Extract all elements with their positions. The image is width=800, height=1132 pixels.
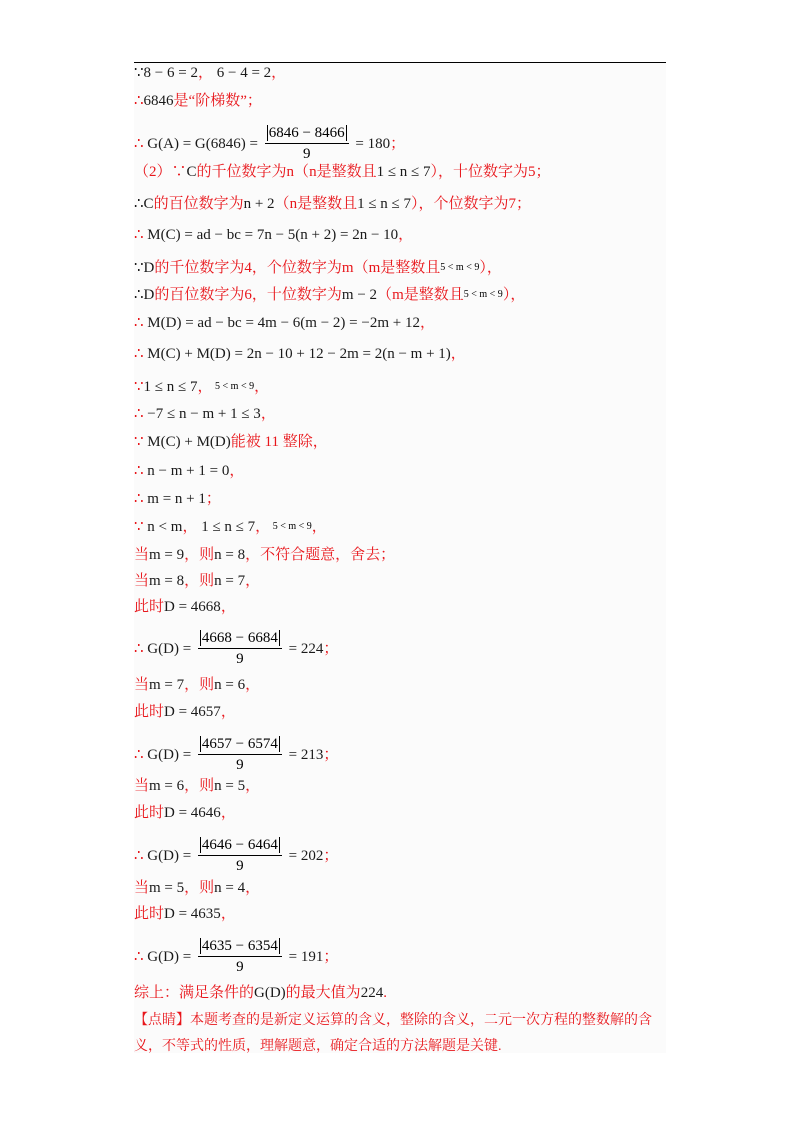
line-13-segment-0: ∴: [134, 463, 144, 479]
line-4-segment-2: n + 2: [243, 196, 275, 212]
solution-line-28: [134, 935, 666, 979]
line-26-segment-0: 当: [134, 880, 150, 896]
line-21-segment-0: 此时: [134, 704, 165, 720]
line-28-segment-1: ；: [323, 949, 339, 965]
line-13-segment-2: ，: [229, 463, 245, 479]
line-16-segment-1: m = 9: [149, 547, 185, 563]
line-4-segment-5: 是整数且: [297, 196, 358, 212]
fraction-denominator: 9: [236, 757, 244, 773]
line-7-segment-1: 的百位数字为6，十位数字为: [154, 287, 342, 303]
line-26-segment-1: m = 5: [149, 880, 185, 896]
solution-line-9: [134, 345, 666, 363]
line-7-segment-0: ∴D: [134, 287, 155, 303]
line-7-segment-7: ），: [502, 287, 526, 303]
line-23-segment-1: m = 6: [149, 778, 185, 794]
line-21-segment-2: ，: [220, 704, 236, 720]
note-text: 本题考查的是新定义运算的含义，整除的含义，二元一次方程的整数解的含义，不等式的性质，理解题意，确定合适的方法解题是关键.: [134, 1013, 652, 1054]
line-2-segment-0: = 180: [351, 136, 391, 152]
line-20-segment-2: ，则: [184, 677, 215, 693]
line-20-segment-4: ，: [245, 677, 261, 693]
line-15-segment-5: 5 < m < 9: [270, 521, 312, 532]
line-17-segment-3: n = 7: [214, 573, 246, 589]
solution-line-17: [134, 572, 666, 590]
commentary-note: [134, 1008, 666, 1060]
line-29-segment-0: 综上：满足条件的: [134, 985, 255, 1001]
line-28-segment-1: G(D) =: [143, 949, 195, 965]
note-label: 【点睛】: [134, 1013, 190, 1028]
line-10-segment-0: ∵: [134, 379, 144, 395]
line-6-segment-5: 是整数且: [380, 260, 441, 276]
line-8-segment-1: M(D) = ad − bc = 4m − 6(m − 2) = −2m + 12: [143, 315, 420, 331]
line-10-segment-4: ，: [254, 379, 270, 395]
solution-line-0: [134, 64, 666, 82]
line-27-segment-0: 此时: [134, 906, 165, 922]
solution-line-21: [134, 703, 666, 721]
line-21-segment-1: D = 4657: [164, 704, 221, 720]
solution-line-16: [134, 546, 666, 564]
line-15-segment-4: ，: [255, 519, 271, 535]
line-11-segment-2: ，: [260, 406, 276, 422]
line-18-segment-2: ，: [220, 599, 236, 615]
line-15-segment-1: n < m: [143, 519, 183, 535]
line-17-segment-4: ，: [245, 573, 261, 589]
line-18-segment-1: D = 4668: [164, 599, 221, 615]
line-3-segment-7: 1 ≤ n ≤ 7: [376, 164, 431, 180]
solution-line-18: [134, 598, 666, 616]
fraction: [198, 630, 282, 668]
line-6-segment-4: m: [368, 260, 381, 276]
solution-line-11: [134, 405, 666, 423]
line-3-segment-6: 是整数且: [316, 164, 377, 180]
line-20-segment-0: 当: [134, 677, 150, 693]
solution-line-7: [134, 286, 666, 304]
line-9-segment-0: ∴: [134, 346, 144, 362]
line-23-segment-2: ，则: [184, 778, 215, 794]
line-0-segment-0: ∵: [134, 65, 144, 81]
line-28-segment-0: = 191: [284, 949, 324, 965]
line-14-segment-1: m = n + 1: [143, 491, 206, 507]
line-7-segment-6: 5 < m < 9: [463, 289, 503, 300]
solution-line-24: [134, 804, 666, 822]
line-10-segment-3: 5 < m < 9: [212, 381, 255, 392]
solution-line-13: [134, 462, 666, 480]
fraction-denominator: 9: [236, 959, 244, 975]
line-3-segment-1: C: [186, 164, 197, 180]
line-29-segment-2: 的最大值为: [285, 985, 361, 1001]
line-1-segment-1: 6846: [143, 93, 174, 109]
line-29-segment-4: .: [383, 985, 387, 1001]
fraction-numerator: [198, 938, 282, 957]
line-0-segment-4: ，: [271, 65, 287, 81]
fraction: [265, 125, 349, 163]
line-14-segment-2: ；: [205, 491, 221, 507]
line-23-segment-3: n = 5: [214, 778, 246, 794]
line-8-segment-0: ∴: [134, 315, 144, 331]
line-20-segment-1: m = 7: [149, 677, 185, 693]
line-7-segment-4: m: [392, 287, 404, 303]
line-6-segment-2: m: [341, 260, 354, 276]
line-19-segment-0: = 224: [284, 641, 324, 657]
line-3-segment-2: 的千位数字为: [196, 164, 287, 180]
solution-line-27: [134, 905, 666, 923]
line-1-segment-2: 是“阶梯数”；: [173, 93, 262, 109]
line-22-segment-0: = 213: [284, 747, 324, 763]
fraction: [198, 837, 282, 875]
line-4-segment-6: 1 ≤ n ≤ 7: [357, 196, 412, 212]
line-19-segment-1: ；: [323, 641, 339, 657]
line-17-segment-2: ，则: [184, 573, 215, 589]
line-4-segment-1: 的百位数字为: [153, 196, 244, 212]
solution-line-22: [134, 733, 666, 777]
line-25-segment-0: = 202: [284, 848, 324, 864]
line-3-segment-3: n: [286, 164, 295, 180]
fraction-numerator: [198, 837, 282, 856]
line-19-segment-1: G(D) =: [143, 641, 195, 657]
line-7-segment-5: 是整数且: [403, 287, 464, 303]
line-3-segment-0: （2）∵: [134, 164, 187, 180]
line-6-segment-6: 5 < m < 9: [440, 262, 480, 273]
solution-line-23: [134, 777, 666, 795]
line-12-segment-2: 能被 11 整除，: [230, 434, 328, 450]
line-16-segment-3: n = 8: [214, 547, 246, 563]
line-25-segment-0: ∴: [134, 848, 144, 864]
line-7-segment-3: （: [377, 287, 393, 303]
line-9-segment-2: ，: [450, 346, 466, 362]
line-24-segment-1: D = 4646: [164, 805, 221, 821]
solution-line-26: [134, 879, 666, 897]
line-19-segment-0: ∴: [134, 641, 144, 657]
line-23-segment-4: ，: [245, 778, 261, 794]
fraction-denominator: 9: [236, 651, 244, 667]
line-10-segment-1: 1 ≤ n ≤ 7: [143, 379, 198, 395]
solution-line-3: [134, 163, 666, 181]
line-12-segment-0: ∵: [134, 434, 144, 450]
line-8-segment-2: ，: [419, 315, 435, 331]
line-24-segment-2: ，: [220, 805, 236, 821]
solution-line-25: [134, 834, 666, 878]
line-3-segment-4: （: [294, 164, 310, 180]
fraction-denominator: 9: [302, 146, 311, 162]
absolute-value: 6846 − 8466: [268, 125, 345, 141]
line-27-segment-1: D = 4635: [164, 906, 221, 922]
line-26-segment-2: ，则: [184, 880, 215, 896]
line-14-segment-0: ∴: [134, 491, 144, 507]
line-15-segment-6: ，: [311, 519, 327, 535]
line-2-segment-1: G(A) = G(6846) =: [143, 136, 262, 152]
line-3-segment-5: n: [309, 164, 317, 180]
solution-line-15: [134, 518, 666, 536]
solution-line-14: [134, 490, 666, 508]
line-24-segment-0: 此时: [134, 805, 165, 821]
line-6-segment-1: 的千位数字为4，个位数字为: [154, 260, 342, 276]
line-13-segment-1: n − m + 1 = 0: [143, 463, 230, 479]
line-23-segment-0: 当: [134, 778, 150, 794]
line-2-segment-1: ；: [390, 136, 406, 152]
line-6-segment-0: ∵D: [134, 260, 155, 276]
absolute-value: 4668 − 6684: [201, 630, 278, 646]
line-17-segment-0: 当: [134, 573, 150, 589]
solution-line-29: [134, 984, 666, 1002]
line-5-segment-0: ∴: [134, 227, 144, 243]
line-22-segment-1: G(D) =: [143, 747, 195, 763]
line-16-segment-0: 当: [134, 547, 150, 563]
solution-line-1: [134, 92, 666, 110]
line-5-segment-2: ，: [398, 227, 414, 243]
absolute-value: 4657 − 6574: [201, 736, 278, 752]
line-0-segment-3: 6 − 4 = 2: [212, 65, 272, 81]
solution-line-6: [134, 259, 666, 277]
line-2-segment-0: ∴: [134, 136, 144, 152]
line-4-segment-0: ∴C: [134, 196, 154, 212]
absolute-value: 4635 − 6354: [201, 938, 278, 954]
line-6-segment-7: ），: [479, 260, 502, 276]
line-29-segment-3: 224: [360, 985, 384, 1001]
line-4-segment-7: ），个位数字为7；: [411, 196, 532, 212]
line-12-segment-1: M(C) + M(D): [143, 434, 231, 450]
line-25-segment-1: G(D) =: [143, 848, 195, 864]
solution-line-8: [134, 314, 666, 332]
line-4-segment-3: （: [274, 196, 290, 212]
line-29-segment-1: G(D): [254, 985, 286, 1001]
line-28-segment-0: ∴: [134, 949, 144, 965]
solution-line-12: [134, 433, 666, 451]
line-9-segment-1: M(C) + M(D) = 2n − 10 + 12 − 2m = 2(n − m + 1): [143, 346, 451, 362]
solution-line-10: [134, 378, 666, 396]
line-15-segment-0: ∵: [134, 519, 144, 535]
line-6-segment-3: （: [353, 260, 369, 276]
line-4-segment-4: n: [289, 196, 298, 212]
fraction-denominator: 9: [236, 858, 244, 874]
line-25-segment-1: ；: [323, 848, 339, 864]
line-10-segment-2: ，: [197, 379, 213, 395]
line-3-segment-8: ），十位数字为5；: [430, 164, 551, 180]
line-22-segment-1: ；: [323, 747, 339, 763]
solution-line-4: [134, 195, 666, 213]
line-0-segment-1: 8 − 6 = 2: [143, 65, 198, 81]
solution-line-5: [134, 226, 666, 244]
fraction-numerator: [198, 630, 282, 649]
line-27-segment-2: ，: [220, 906, 236, 922]
line-16-segment-4: ，不符合题意，舍去；: [245, 547, 396, 563]
line-26-segment-3: n = 4: [214, 880, 246, 896]
fraction-numerator: [198, 736, 282, 755]
line-17-segment-1: m = 8: [149, 573, 185, 589]
fraction-numerator: [265, 125, 349, 144]
top-rule: [134, 62, 666, 63]
absolute-value: 4646 − 6464: [201, 837, 278, 853]
line-15-segment-3: 1 ≤ n ≤ 7: [197, 519, 256, 535]
line-20-segment-3: n = 6: [214, 677, 246, 693]
fraction: [198, 938, 282, 976]
line-11-segment-0: ∴: [134, 406, 144, 422]
line-1-segment-0: ∴: [134, 93, 144, 109]
line-0-segment-2: ，: [197, 65, 213, 81]
line-7-segment-2: m − 2: [341, 287, 378, 303]
line-22-segment-0: ∴: [134, 747, 144, 763]
line-11-segment-1: −7 ≤ n − m + 1 ≤ 3: [143, 406, 261, 422]
line-18-segment-0: 此时: [134, 599, 165, 615]
line-16-segment-2: ，则: [184, 547, 215, 563]
line-15-segment-2: ，: [182, 519, 198, 535]
solution-line-2: [134, 122, 666, 166]
fraction: [198, 736, 282, 774]
line-5-segment-1: M(C) = ad − bc = 7n − 5(n + 2) = 2n − 10: [143, 227, 399, 243]
line-26-segment-4: ，: [245, 880, 261, 896]
solution-line-20: [134, 676, 666, 694]
solution-line-19: [134, 627, 666, 671]
